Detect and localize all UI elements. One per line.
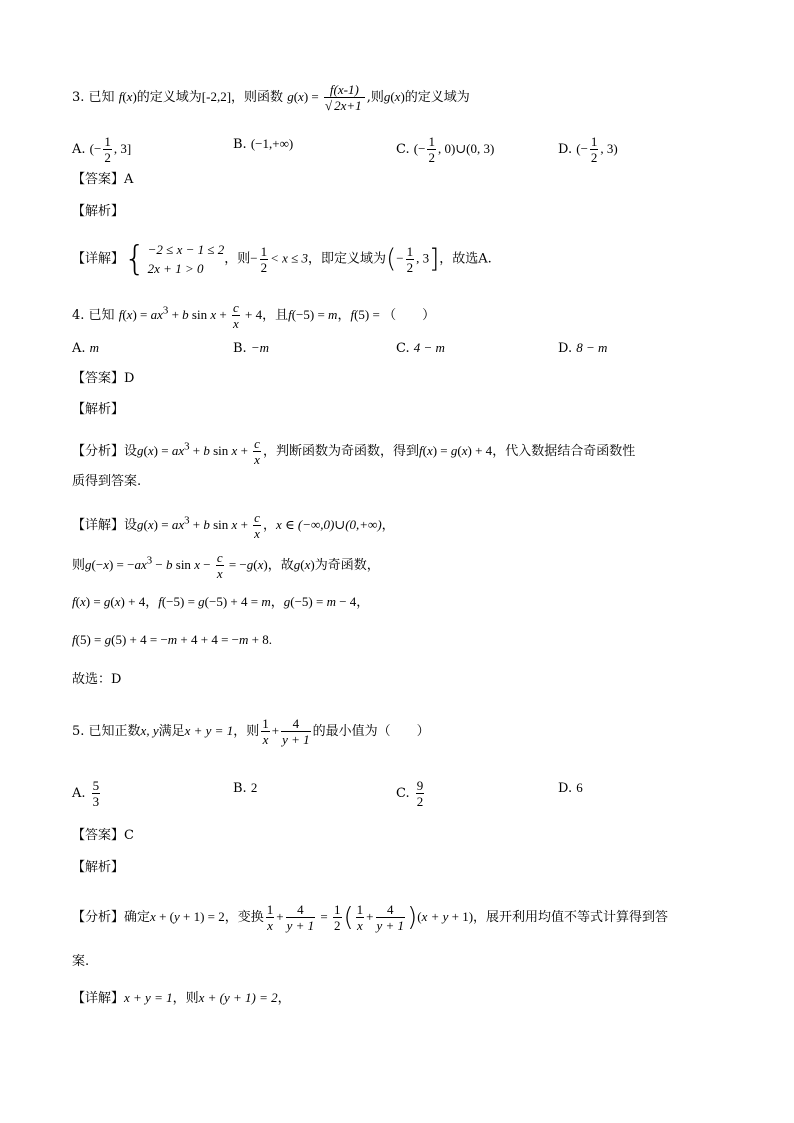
q3-analysis: 【解析】 <box>72 204 125 219</box>
q3-option-b: B. (−1,+∞) <box>233 136 294 152</box>
q3-option-a: A. (− $\frac{1}{2}$ , 3] <box>72 134 132 165</box>
q4-fenxi-line2: 质得到答案. <box>72 474 142 489</box>
q4-analysis: 【解析】 <box>72 402 125 417</box>
q5-fenxi-line1: 【分析】确定x + (y + 1) = 2，变换 $\frac{1}{x}$ + $\frac{4}{y + 1}$ = $\frac{1}{2}$ ( $\frac{1}{x}$ + $\frac{4}{y + 1}$ )(x + y + 1)，展开利用均值不等式计算得到答 <box>72 902 669 933</box>
q4-stem: 4. 已知 $f(x) = ax^3 + b$ sin x + $\frac{c}{x}$ + 4，且f(−5) = m，f(5) = （ ） <box>72 300 436 331</box>
q3-prefix: 3. 已知 <box>72 90 115 105</box>
q5-detail: 【详解】x + y = 1，则x + (y + 1) = 2， <box>72 990 291 1006</box>
q3-numerator: f(x-1) <box>324 82 365 98</box>
q5-option-d: D. 6 <box>558 780 583 796</box>
q5-analysis: 【解析】 <box>72 860 125 875</box>
q3-domain-phrase: 的定义域为 <box>136 90 202 105</box>
q5-stem: 5. 已知正数x, y满足x + y = 1，则 $\frac{1}{x}$ + $\frac{4}{y + 1}$ 的最小值为（ ） <box>72 716 430 747</box>
q4-option-c: C. 4 − m <box>396 340 445 356</box>
q3-answer: 【答案】A <box>72 172 134 187</box>
q4-detail-line3: f(x) = g(x) + 4，f(−5) = g(−5) + 4 = m，g(−5) = m − 4， <box>72 594 370 609</box>
q3-option-c: C. (− $\frac{1}{2}$ , 0)∪(0, 3) <box>396 134 495 165</box>
q4-option-d: D. 8 − m <box>558 340 608 356</box>
q4-option-a: A. m <box>72 340 100 356</box>
q3-option-d: D. (− $\frac{1}{2}$ , 3) <box>558 134 618 165</box>
q4-answer: 【答案】D <box>72 371 135 386</box>
q3-interval: [-2,2] <box>201 89 232 104</box>
q3-denominator: 2x+1 <box>334 98 362 113</box>
q4-detail-line1: 【详解】设$g(x) = ax^3 + b$ sin x + $\frac{c}{x}$ ，x ∈ (−∞,0)∪(0,+∞)， <box>72 510 395 541</box>
q5-option-a: A. $\frac{5}{3}$ <box>72 778 100 809</box>
q3-detail: 【详解】{ −2 ≤ x − 1 ≤ 2 2x + 1 > 0，则− $\frac{1}{2}$ < x ≤ 3，即定义域为(− $\frac{1}{2}$ , 3]，故选A. <box>72 239 492 279</box>
q5-answer: 【答案】C <box>72 828 134 843</box>
q4-fenxi-line1: 【分析】设$g(x) = ax^3 + b$ sin x + $\frac{c}{x}$ ，判断函数为奇函数，得到f(x) = g(x) + 4，代入数据结合奇函数性 <box>72 436 636 467</box>
q4-option-b: B. −m <box>233 340 269 356</box>
q5-option-b: B. 2 <box>233 780 258 796</box>
q5-fenxi-line2: 案. <box>72 954 90 969</box>
q3-stem: 3. 已知 f(x)的定义域为[-2,2]，则函数 g(x) = $\frac{f(x-1)}{√ 2x+1}$ ,则g(x)的定义域为 <box>72 82 470 113</box>
q5-option-c: C. $\frac{9}{2}$ <box>396 778 424 809</box>
q4-choose: 故选：D <box>72 672 122 687</box>
q3-function-fraction: $\frac{f(x-1)}{√ 2x+1}$ <box>324 82 365 113</box>
q4-detail-line2: 则$g(-x) = -ax^3 - b$ sin x − $\frac{c}{x}$ = −g(x)，故g(x)为奇函数， <box>72 550 380 581</box>
q4-detail-line4: f(5) = g(5) + 4 = −m + 4 + 4 = −m + 8. <box>72 632 272 647</box>
